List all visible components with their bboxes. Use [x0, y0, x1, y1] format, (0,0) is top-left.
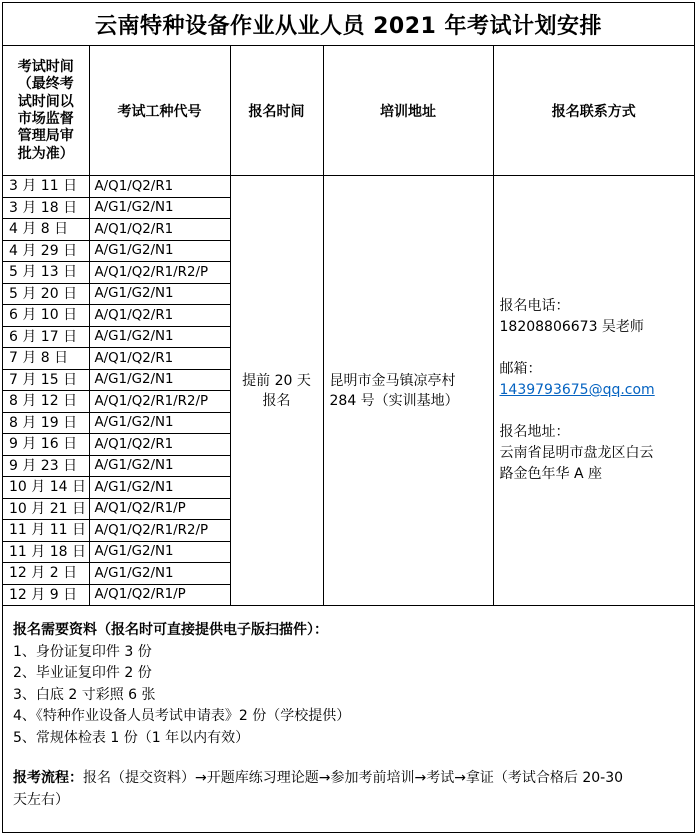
phone-label: 报名电话：: [499, 298, 570, 314]
exam-code: A/G1/G2/N1: [89, 240, 230, 262]
header-time-line: 管理局审: [17, 128, 74, 145]
materials-item: 3、白底 2 寸彩照 6 张: [13, 686, 156, 703]
page-title: 云南特种设备作业从业人员 2021 年考试计划安排: [3, 3, 694, 46]
notes-section: [3, 606, 694, 811]
exam-code: A/G1/G2/N1: [89, 563, 230, 585]
exam-date: 9 月 16 日: [3, 434, 89, 456]
exam-code: A/Q1/Q2/R1/P: [89, 584, 230, 606]
materials-heading: 报名需要资料（报名时可直接提供电子版扫描件）：: [13, 622, 328, 638]
header-exam-time: [3, 46, 89, 176]
exam-code: A/Q1/Q2/R1: [89, 434, 230, 456]
exam-date: 5 月 20 日: [3, 283, 89, 305]
header-time-line: 试时间以: [17, 93, 74, 110]
exam-date: 3 月 11 日: [3, 176, 89, 198]
exam-code: A/G1/G2/N1: [89, 477, 230, 499]
header-exam-code: 考试工种代号: [89, 46, 230, 176]
exam-date: 9 月 23 日: [3, 455, 89, 477]
exam-date: 7 月 15 日: [3, 369, 89, 391]
header-training-address: 培训地址: [323, 46, 493, 176]
process-label: 报考流程：: [13, 770, 83, 786]
exam-code: A/G1/G2/N1: [89, 541, 230, 563]
exam-code: A/G1/G2/N1: [89, 283, 230, 305]
register-time-cell: [230, 176, 323, 606]
header-contact: 报名联系方式: [493, 46, 694, 176]
header-time-line: （最终考: [17, 76, 74, 93]
exam-date: 12 月 2 日: [3, 563, 89, 585]
contact-cell: [493, 176, 694, 606]
exam-code: A/Q1/Q2/R1/P: [89, 498, 230, 520]
exam-code: A/Q1/Q2/R1/R2/P: [89, 262, 230, 284]
register-time-line: 提前 20 天: [242, 372, 311, 389]
exam-date: 8 月 19 日: [3, 412, 89, 434]
exam-code: A/Q1/Q2/R1: [89, 348, 230, 370]
header-row: [3, 46, 694, 176]
address-line: 云南省昆明市盘龙区白云: [499, 445, 654, 461]
exam-code: A/Q1/Q2/R1/R2/P: [89, 391, 230, 413]
email-link[interactable]: 1439793675@qq.com: [499, 382, 655, 398]
materials-item: 4、《特种作业设备人员考试申请表》2 份（学校提供）: [13, 708, 351, 724]
exam-code: A/G1/G2/N1: [89, 369, 230, 391]
exam-code: A/G1/G2/N1: [89, 455, 230, 477]
exam-code: A/G1/G2/N1: [89, 412, 230, 434]
exam-date: 12 月 9 日: [3, 584, 89, 606]
exam-date: 6 月 10 日: [3, 305, 89, 327]
header-time-line: 考试时间: [17, 58, 74, 75]
exam-code: A/G1/G2/N1: [89, 326, 230, 348]
exam-code: A/Q1/Q2/R1: [89, 219, 230, 241]
exam-date: 11 月 18 日: [3, 541, 89, 563]
email-line: [500, 359, 695, 401]
email-label: 邮箱：: [499, 361, 542, 377]
exam-code: A/Q1/Q2/R1/R2/P: [89, 520, 230, 542]
address-line: 路金色年华 A 座: [499, 466, 602, 482]
address-label: 报名地址：: [499, 424, 570, 440]
phone-value: 18208806673 吴老师: [499, 319, 644, 335]
process-text-continued: 天左右）: [13, 791, 69, 808]
process-text: 报名（提交资料）→开题库练习理论题→参加考前培训→考试→拿证（考试合格后 20-30: [83, 770, 624, 786]
materials-item: 1、身份证复印件 3 份: [13, 643, 152, 660]
training-address-cell: [323, 176, 493, 606]
exam-code: A/Q1/Q2/R1: [89, 176, 230, 198]
header-time-line: 批为准）: [17, 145, 74, 162]
exam-date: 6 月 17 日: [3, 326, 89, 348]
exam-code: A/G1/G2/N1: [89, 197, 230, 219]
training-address-line: 昆明市金马镇凉亭村: [329, 372, 456, 389]
process-line: [13, 768, 694, 790]
table-row: [3, 176, 694, 198]
schedule-table: [3, 46, 694, 606]
exam-date: 10 月 21 日: [3, 498, 89, 520]
training-address-line: 284 号（实训基地）: [329, 392, 459, 409]
exam-code: A/Q1/Q2/R1: [89, 305, 230, 327]
register-time-line: 报名: [262, 392, 291, 409]
exam-date: 10 月 14 日: [3, 477, 89, 499]
exam-date: 11 月 11 日: [3, 520, 89, 542]
exam-date: 8 月 12 日: [3, 391, 89, 413]
header-register-time: 报名时间: [230, 46, 323, 176]
exam-date: 4 月 29 日: [3, 240, 89, 262]
header-time-line: 市场监督: [17, 111, 74, 127]
exam-date: 3 月 18 日: [3, 197, 89, 219]
materials-item: 2、毕业证复印件 2 份: [13, 665, 152, 681]
exam-date: 4 月 8 日: [3, 219, 89, 241]
materials-item: 5、常规体检表 1 份（1 年以内有效）: [13, 729, 250, 746]
schedule-sheet: [2, 2, 695, 833]
exam-date: 5 月 13 日: [3, 262, 89, 284]
exam-date: 7 月 8 日: [3, 348, 89, 370]
